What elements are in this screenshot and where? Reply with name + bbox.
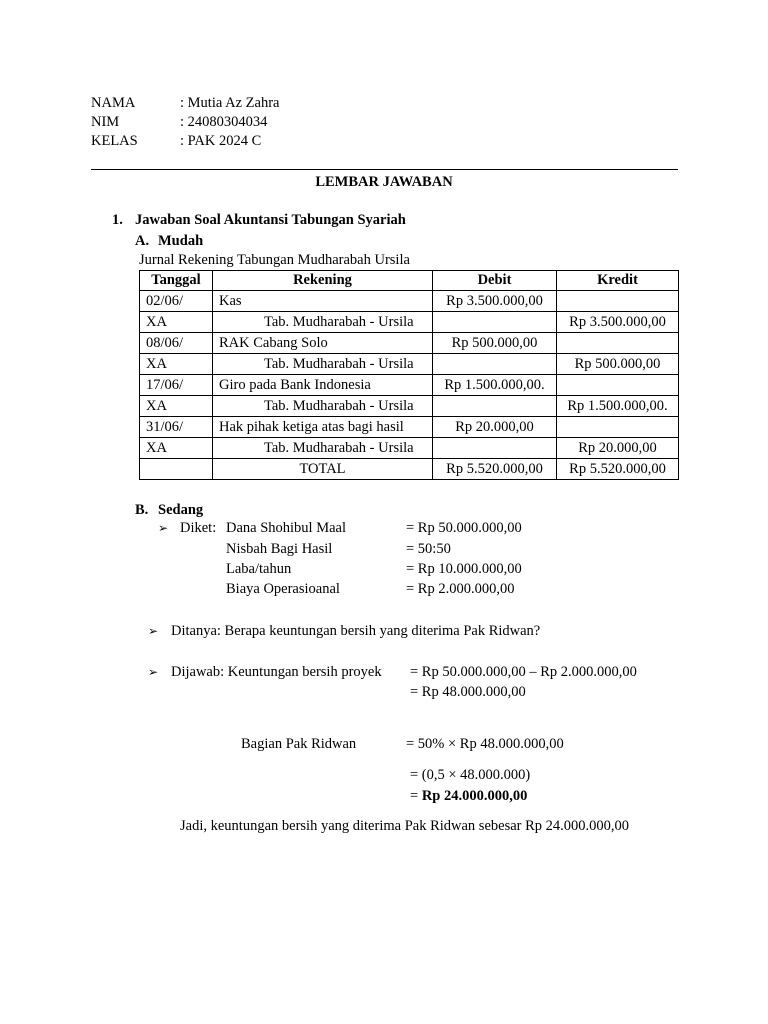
subsection-a-label: A. [135,233,150,249]
total-debit: Rp 5.520.000,00 [433,459,557,480]
date-cell: XA [140,438,213,459]
table-row [140,396,679,417]
given-value: = Rp 10.000.000,00 [406,561,522,577]
credit-cell [557,291,679,312]
given-label: Laba/tahun [226,561,292,577]
date-cell: 17/06/ [140,375,213,396]
account-cell: Giro pada Bank Indonesia [213,375,433,396]
section-number: 1. [112,212,123,228]
given-label: Dana Shohibul Maal [226,520,347,536]
table-row [140,417,679,438]
date-cell: XA [140,312,213,333]
share-result-prefix: = [410,788,422,804]
given-value: = Rp 2.000.000,00 [406,581,515,597]
table-row [140,291,679,312]
table-row [140,333,679,354]
column-header: Rekening [213,271,433,291]
answer-line: = Rp 48.000.000,00 [410,684,526,700]
credit-cell: Rp 3.500.000,00 [557,312,679,333]
account-cell: Tab. Mudharabah - Ursila [213,354,433,375]
date-cell: 02/06/ [140,291,213,312]
column-header: Tanggal [140,271,213,291]
table-caption: Jurnal Rekening Tabungan Mudharabah Ursila [139,252,410,268]
total-credit: Rp 5.520.000,00 [557,459,679,480]
debit-cell: Rp 20.000,00 [433,417,557,438]
question-text: Ditanya: Berapa keuntungan bersih yang diterima Pak Ridwan? [171,623,541,639]
bullet-arrow-icon: ➢ [158,521,169,535]
account-cell: Kas [213,291,433,312]
share-line: = (0,5 × 48.000.000) [410,767,531,783]
bullet-arrow-icon: ➢ [148,665,159,679]
conclusion-text: Jadi, keuntungan bersih yang diterima Pak Ridwan sebesar Rp 24.000.000,00 [180,818,630,834]
share-label: Bagian Pak Ridwan [241,736,357,752]
credit-cell [557,375,679,396]
account-cell: Tab. Mudharabah - Ursila [213,438,433,459]
table-row [140,438,679,459]
table-row [140,354,679,375]
kelas-label: KELAS [91,133,138,149]
date-cell: XA [140,354,213,375]
credit-cell [557,333,679,354]
share-result-value: Rp 24.000.000,00 [421,788,528,804]
total-row [140,459,679,480]
account-cell: Tab. Mudharabah - Ursila [213,312,433,333]
credit-cell [557,417,679,438]
answer-line: = Rp 50.000.000,00 – Rp 2.000.000,00 [410,664,637,680]
kelas-value: : PAK 2024 C [180,133,262,149]
diket-label: Diket: [180,520,217,536]
debit-cell [433,312,557,333]
column-header: Debit [433,271,557,291]
debit-cell [433,396,557,417]
account-cell: RAK Cabang Solo [213,333,433,354]
given-label: Nisbah Bagi Hasil [226,541,333,557]
credit-cell: Rp 500.000,00 [557,354,679,375]
given-value: = 50:50 [406,541,451,557]
header-divider [91,169,678,170]
share-result [410,787,527,805]
account-cell: Tab. Mudharabah - Ursila [213,396,433,417]
given-value: = Rp 50.000.000,00 [406,520,522,536]
nim-value: : 24080304034 [180,114,268,130]
answer-label: Dijawab: Keuntungan bersih proyek [171,664,382,680]
table-row [140,312,679,333]
page-title: LEMBAR JAWABAN [315,174,453,190]
credit-cell: Rp 20.000,00 [557,438,679,459]
given-label: Biaya Operasioanal [226,581,340,597]
debit-cell: Rp 3.500.000,00 [433,291,557,312]
nama-value: : Mutia Az Zahra [180,95,280,111]
debit-cell: Rp 500.000,00 [433,333,557,354]
bullet-arrow-icon: ➢ [148,624,159,638]
date-cell: 08/06/ [140,333,213,354]
account-cell: Hak pihak ketiga atas bagi hasil [213,417,433,438]
date-cell: XA [140,396,213,417]
subsection-a-heading: Mudah [158,233,204,249]
debit-cell [433,354,557,375]
section-heading: Jawaban Soal Akuntansi Tabungan Syariah [135,212,406,228]
table-header-row [140,271,679,291]
share-line: = 50% × Rp 48.000.000,00 [406,736,564,752]
table-row [140,375,679,396]
subsection-b-label: B. [135,502,149,518]
date-cell [140,459,213,480]
debit-cell [433,438,557,459]
nama-label: NAMA [91,95,136,111]
debit-cell: Rp 1.500.000,00. [433,375,557,396]
date-cell: 31/06/ [140,417,213,438]
credit-cell: Rp 1.500.000,00. [557,396,679,417]
nim-label: NIM [91,114,120,130]
column-header: Kredit [557,271,679,291]
subsection-b-heading: Sedang [158,502,204,518]
total-label: TOTAL [213,459,433,480]
journal-table [139,270,679,480]
